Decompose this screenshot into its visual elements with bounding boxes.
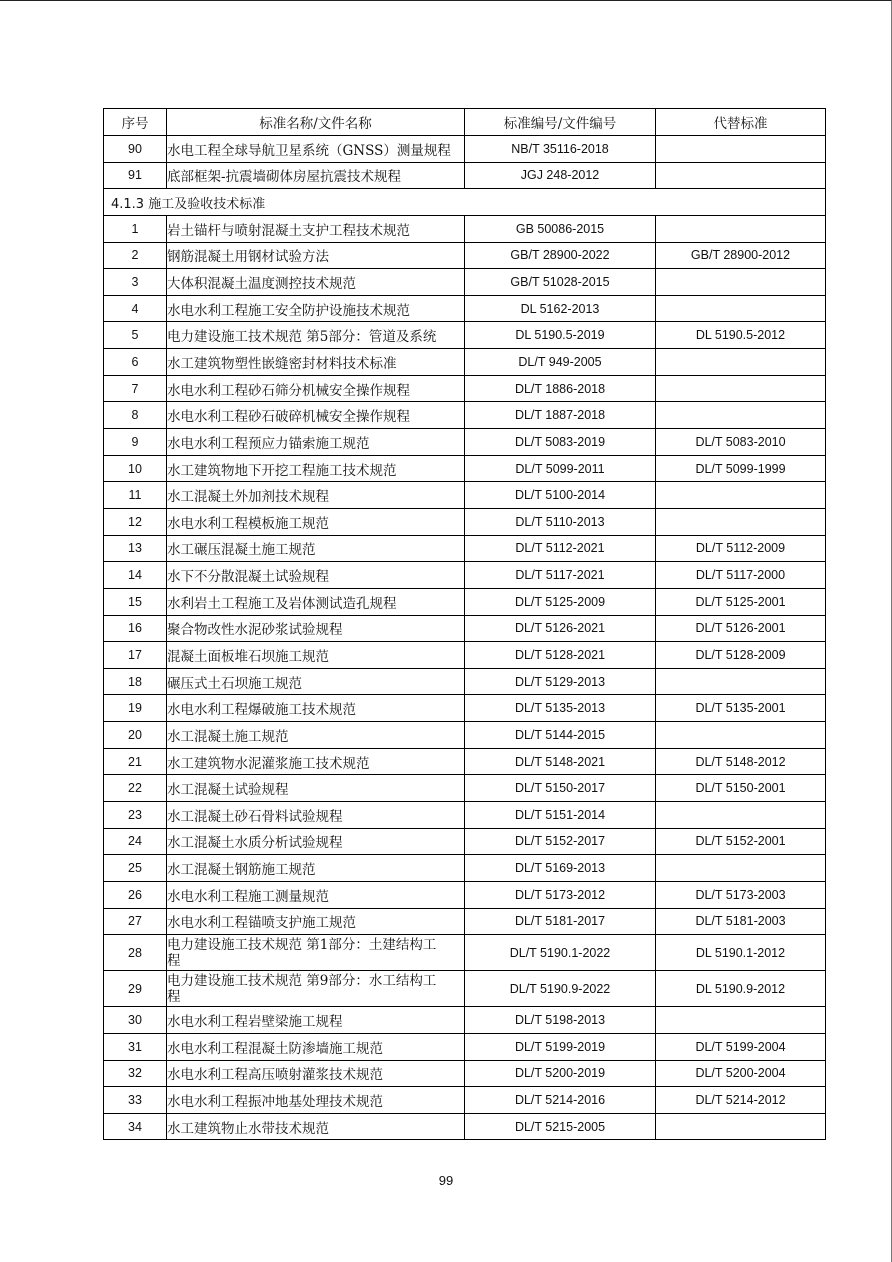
cell-no: 6 [104, 349, 167, 376]
cell-replaces [656, 508, 826, 535]
cell-code: DL/T 5125-2009 [465, 588, 656, 615]
standard-name: 水工混凝土试验规程 [167, 782, 289, 799]
table-row [104, 935, 826, 971]
cell-code: DL/T 5100-2014 [465, 482, 656, 509]
cell-name [167, 668, 465, 695]
standard-name: 水工混凝土钢筋施工规范 [167, 862, 316, 879]
cell-replaces [656, 482, 826, 509]
standard-name: 钢筋混凝土用钢材试验方法 [167, 249, 329, 266]
standard-name: 电力建设施工技术规范 第1部分：土建结构工程 [167, 936, 437, 969]
cell-replaces: DL/T 5181-2003 [656, 908, 826, 935]
table-row [104, 215, 826, 242]
cell-name [167, 1087, 465, 1114]
standard-name: 底部框架-抗震墙砌体房屋抗震技术规程 [167, 169, 402, 186]
cell-code: DL/T 5135-2013 [465, 695, 656, 722]
cell-code: DL/T 5214-2016 [465, 1087, 656, 1114]
cell-no: 3 [104, 269, 167, 296]
standard-name: 水电水利工程混凝土防渗墙施工规范 [167, 1040, 383, 1057]
section-title: 4.1.3 施工及验收技术标准 [104, 189, 826, 216]
standard-name: 水工碾压混凝土施工规范 [167, 542, 316, 559]
cell-replaces: DL/T 5112-2009 [656, 535, 826, 562]
standard-name: 电力建设施工技术规范 第9部分：水工结构工程 [167, 972, 437, 1005]
cell-code: JGJ 248-2012 [465, 162, 656, 189]
cell-replaces: DL 5190.9-2012 [656, 971, 826, 1007]
cell-name [167, 971, 465, 1007]
cell-replaces [656, 162, 826, 189]
cell-name [167, 1060, 465, 1087]
table-row [104, 615, 826, 642]
cell-replaces [656, 269, 826, 296]
table-row [104, 855, 826, 882]
cell-no: 17 [104, 642, 167, 669]
cell-code: NB/T 35116-2018 [465, 136, 656, 163]
table-row [104, 162, 826, 189]
cell-no: 90 [104, 136, 167, 163]
cell-code: GB 50086-2015 [465, 215, 656, 242]
cell-replaces [656, 402, 826, 429]
cell-name [167, 1007, 465, 1034]
cell-replaces: DL/T 5126-2001 [656, 615, 826, 642]
table-row [104, 1007, 826, 1034]
cell-code: DL/T 5199-2019 [465, 1033, 656, 1060]
table-row [104, 375, 826, 402]
cell-code: DL/T 5173-2012 [465, 881, 656, 908]
cell-no: 1 [104, 215, 167, 242]
cell-code: DL/T 5099-2011 [465, 455, 656, 482]
cell-no: 31 [104, 1033, 167, 1060]
table-row [104, 455, 826, 482]
cell-name [167, 1113, 465, 1140]
table-row [104, 429, 826, 456]
standard-name: 水工建筑物止水带技术规范 [167, 1120, 329, 1137]
header-no: 序号 [104, 109, 167, 136]
cell-no: 5 [104, 322, 167, 349]
cell-replaces: DL/T 5099-1999 [656, 455, 826, 482]
cell-no: 27 [104, 908, 167, 935]
table-row [104, 748, 826, 775]
cell-no: 24 [104, 828, 167, 855]
standard-name: 水电水利工程模板施工规范 [167, 515, 329, 532]
standard-name: 碾压式土石坝施工规范 [167, 675, 302, 692]
cell-name [167, 535, 465, 562]
standard-name: 水工混凝土砂石骨料试验规程 [167, 808, 343, 825]
table-row [104, 881, 826, 908]
cell-code: GB/T 51028-2015 [465, 269, 656, 296]
cell-code: DL/T 5190.9-2022 [465, 971, 656, 1007]
cell-name [167, 748, 465, 775]
cell-replaces: DL/T 5083-2010 [656, 429, 826, 456]
cell-name [167, 455, 465, 482]
cell-code: DL/T 5083-2019 [465, 429, 656, 456]
cell-name [167, 508, 465, 535]
cell-code: DL 5190.5-2019 [465, 322, 656, 349]
table-row [104, 349, 826, 376]
cell-no: 26 [104, 881, 167, 908]
cell-no: 20 [104, 722, 167, 749]
cell-replaces: DL/T 5117-2000 [656, 562, 826, 589]
table-row [104, 695, 826, 722]
cell-name [167, 136, 465, 163]
cell-no: 13 [104, 535, 167, 562]
table-body [104, 136, 826, 1140]
cell-no: 11 [104, 482, 167, 509]
table-row [104, 535, 826, 562]
standard-name: 水工建筑物塑性嵌缝密封材料技术标准 [167, 355, 397, 372]
cell-no: 15 [104, 588, 167, 615]
table-row [104, 295, 826, 322]
cell-code: DL/T 949-2005 [465, 349, 656, 376]
cell-code: DL/T 5117-2021 [465, 562, 656, 589]
cell-no: 12 [104, 508, 167, 535]
cell-code: DL/T 5190.1-2022 [465, 935, 656, 971]
cell-no: 19 [104, 695, 167, 722]
standard-name: 水电水利工程砂石破碎机械安全操作规程 [167, 409, 410, 426]
standard-name: 电力建设施工技术规范 第5部分：管道及系统 [167, 329, 437, 346]
cell-replaces [656, 855, 826, 882]
cell-name [167, 402, 465, 429]
standard-name: 水电水利工程施工安全防护设施技术规范 [167, 302, 410, 319]
cell-replaces [656, 1007, 826, 1034]
cell-name [167, 855, 465, 882]
cell-replaces: DL/T 5128-2009 [656, 642, 826, 669]
standard-name: 水工混凝土水质分析试验规程 [167, 835, 343, 852]
standard-name: 大体积混凝土温度测控技术规范 [167, 276, 356, 293]
standard-name: 水电水利工程预应力锚索施工规范 [167, 435, 370, 452]
table-row [104, 668, 826, 695]
cell-name [167, 695, 465, 722]
cell-name [167, 615, 465, 642]
table-row [104, 1033, 826, 1060]
standard-name: 水电水利工程锚喷支护施工规范 [167, 915, 356, 932]
cell-code: DL/T 5112-2021 [465, 535, 656, 562]
cell-name [167, 722, 465, 749]
cell-no: 32 [104, 1060, 167, 1087]
cell-name [167, 482, 465, 509]
cell-name [167, 349, 465, 376]
cell-code: DL/T 5152-2017 [465, 828, 656, 855]
cell-name [167, 322, 465, 349]
standard-name: 水电水利工程砂石筛分机械安全操作规程 [167, 382, 410, 399]
standard-name: 水利岩土工程施工及岩体测试造孔规程 [167, 595, 397, 612]
cell-replaces: DL/T 5173-2003 [656, 881, 826, 908]
cell-no: 28 [104, 935, 167, 971]
cell-name [167, 242, 465, 269]
cell-replaces: DL/T 5148-2012 [656, 748, 826, 775]
cell-name [167, 295, 465, 322]
cell-code: DL/T 5110-2013 [465, 508, 656, 535]
cell-name [167, 1033, 465, 1060]
table-row [104, 136, 826, 163]
table-row [104, 322, 826, 349]
cell-no: 18 [104, 668, 167, 695]
cell-replaces [656, 375, 826, 402]
cell-no: 91 [104, 162, 167, 189]
section-row [104, 189, 826, 216]
cell-code: GB/T 28900-2022 [465, 242, 656, 269]
table-row [104, 642, 826, 669]
page-number: 99 [438, 1173, 454, 1188]
cell-no: 10 [104, 455, 167, 482]
cell-name [167, 908, 465, 935]
standard-name: 水电水利工程岩壁梁施工规程 [167, 1014, 343, 1031]
cell-code: DL/T 5198-2013 [465, 1007, 656, 1034]
cell-no: 14 [104, 562, 167, 589]
cell-name [167, 429, 465, 456]
cell-replaces [656, 668, 826, 695]
cell-replaces: DL/T 5152-2001 [656, 828, 826, 855]
cell-no: 16 [104, 615, 167, 642]
standards-table [103, 108, 826, 1140]
cell-replaces: DL/T 5125-2001 [656, 588, 826, 615]
standard-name: 水电工程全球导航卫星系统（GNSS）测量规程 [167, 142, 451, 159]
table-row [104, 1113, 826, 1140]
table-row [104, 1087, 826, 1114]
cell-code: DL/T 5150-2017 [465, 775, 656, 802]
table-row [104, 508, 826, 535]
standard-name: 水电水利工程爆破施工技术规范 [167, 702, 356, 719]
cell-replaces [656, 349, 826, 376]
table-row [104, 971, 826, 1007]
cell-replaces: DL 5190.1-2012 [656, 935, 826, 971]
table-row [104, 775, 826, 802]
cell-replaces: DL/T 5135-2001 [656, 695, 826, 722]
cell-no: 23 [104, 802, 167, 829]
table-row [104, 908, 826, 935]
standard-name: 水下不分散混凝土试验规程 [167, 569, 329, 586]
standard-name: 混凝土面板堆石坝施工规范 [167, 648, 329, 665]
table-row [104, 588, 826, 615]
cell-name [167, 828, 465, 855]
cell-code: DL/T 5151-2014 [465, 802, 656, 829]
cell-replaces: DL/T 5199-2004 [656, 1033, 826, 1060]
cell-no: 4 [104, 295, 167, 322]
table-row [104, 1060, 826, 1087]
standard-name: 水电水利工程高压喷射灌浆技术规范 [167, 1067, 383, 1084]
table-row [104, 722, 826, 749]
cell-code: DL/T 5144-2015 [465, 722, 656, 749]
cell-code: DL/T 5128-2021 [465, 642, 656, 669]
cell-name [167, 802, 465, 829]
standard-name: 水工建筑物地下开挖工程施工技术规范 [167, 462, 397, 479]
header-name: 标准名称/文件名称 [167, 109, 465, 136]
cell-code: DL/T 5148-2021 [465, 748, 656, 775]
cell-code: DL 5162-2013 [465, 295, 656, 322]
cell-name [167, 935, 465, 971]
table-row [104, 828, 826, 855]
cell-replaces: GB/T 28900-2012 [656, 242, 826, 269]
standard-name: 水电水利工程振冲地基处理技术规范 [167, 1093, 383, 1110]
cell-no: 33 [104, 1087, 167, 1114]
cell-code: DL/T 5169-2013 [465, 855, 656, 882]
header-replaces: 代替标准 [656, 109, 826, 136]
standard-name: 水工混凝土施工规范 [167, 728, 289, 745]
cell-name [167, 215, 465, 242]
cell-no: 9 [104, 429, 167, 456]
cell-name [167, 162, 465, 189]
cell-name [167, 375, 465, 402]
standard-name: 水工混凝土外加剂技术规程 [167, 489, 329, 506]
table-row [104, 242, 826, 269]
cell-replaces [656, 136, 826, 163]
cell-replaces [656, 215, 826, 242]
cell-replaces [656, 1113, 826, 1140]
cell-name [167, 775, 465, 802]
cell-name [167, 562, 465, 589]
table-row [104, 269, 826, 296]
cell-name [167, 881, 465, 908]
cell-replaces: DL/T 5150-2001 [656, 775, 826, 802]
cell-replaces [656, 802, 826, 829]
cell-code: DL/T 1887-2018 [465, 402, 656, 429]
cell-no: 22 [104, 775, 167, 802]
cell-code: DL/T 5181-2017 [465, 908, 656, 935]
cell-code: DL/T 5200-2019 [465, 1060, 656, 1087]
cell-no: 2 [104, 242, 167, 269]
cell-replaces [656, 295, 826, 322]
cell-code: DL/T 5126-2021 [465, 615, 656, 642]
standard-name: 水工建筑物水泥灌浆施工技术规范 [167, 755, 370, 772]
cell-no: 8 [104, 402, 167, 429]
cell-code: DL/T 5129-2013 [465, 668, 656, 695]
standard-name: 水电水利工程施工测量规范 [167, 888, 329, 905]
cell-no: 29 [104, 971, 167, 1007]
cell-replaces [656, 722, 826, 749]
cell-no: 7 [104, 375, 167, 402]
table-row [104, 482, 826, 509]
standard-name: 岩土锚杆与喷射混凝土支护工程技术规范 [167, 222, 410, 239]
cell-code: DL/T 1886-2018 [465, 375, 656, 402]
cell-name [167, 642, 465, 669]
cell-replaces: DL 5190.5-2012 [656, 322, 826, 349]
table-row [104, 802, 826, 829]
cell-no: 21 [104, 748, 167, 775]
table-row [104, 562, 826, 589]
cell-no: 34 [104, 1113, 167, 1140]
table-row [104, 402, 826, 429]
cell-code: DL/T 5215-2005 [465, 1113, 656, 1140]
header-code: 标准编号/文件编号 [465, 109, 656, 136]
cell-replaces: DL/T 5214-2012 [656, 1087, 826, 1114]
table-header-row [104, 109, 826, 136]
standard-name: 聚合物改性水泥砂浆试验规程 [167, 622, 343, 639]
cell-no: 30 [104, 1007, 167, 1034]
cell-replaces: DL/T 5200-2004 [656, 1060, 826, 1087]
cell-name [167, 269, 465, 296]
cell-name [167, 588, 465, 615]
cell-no: 25 [104, 855, 167, 882]
